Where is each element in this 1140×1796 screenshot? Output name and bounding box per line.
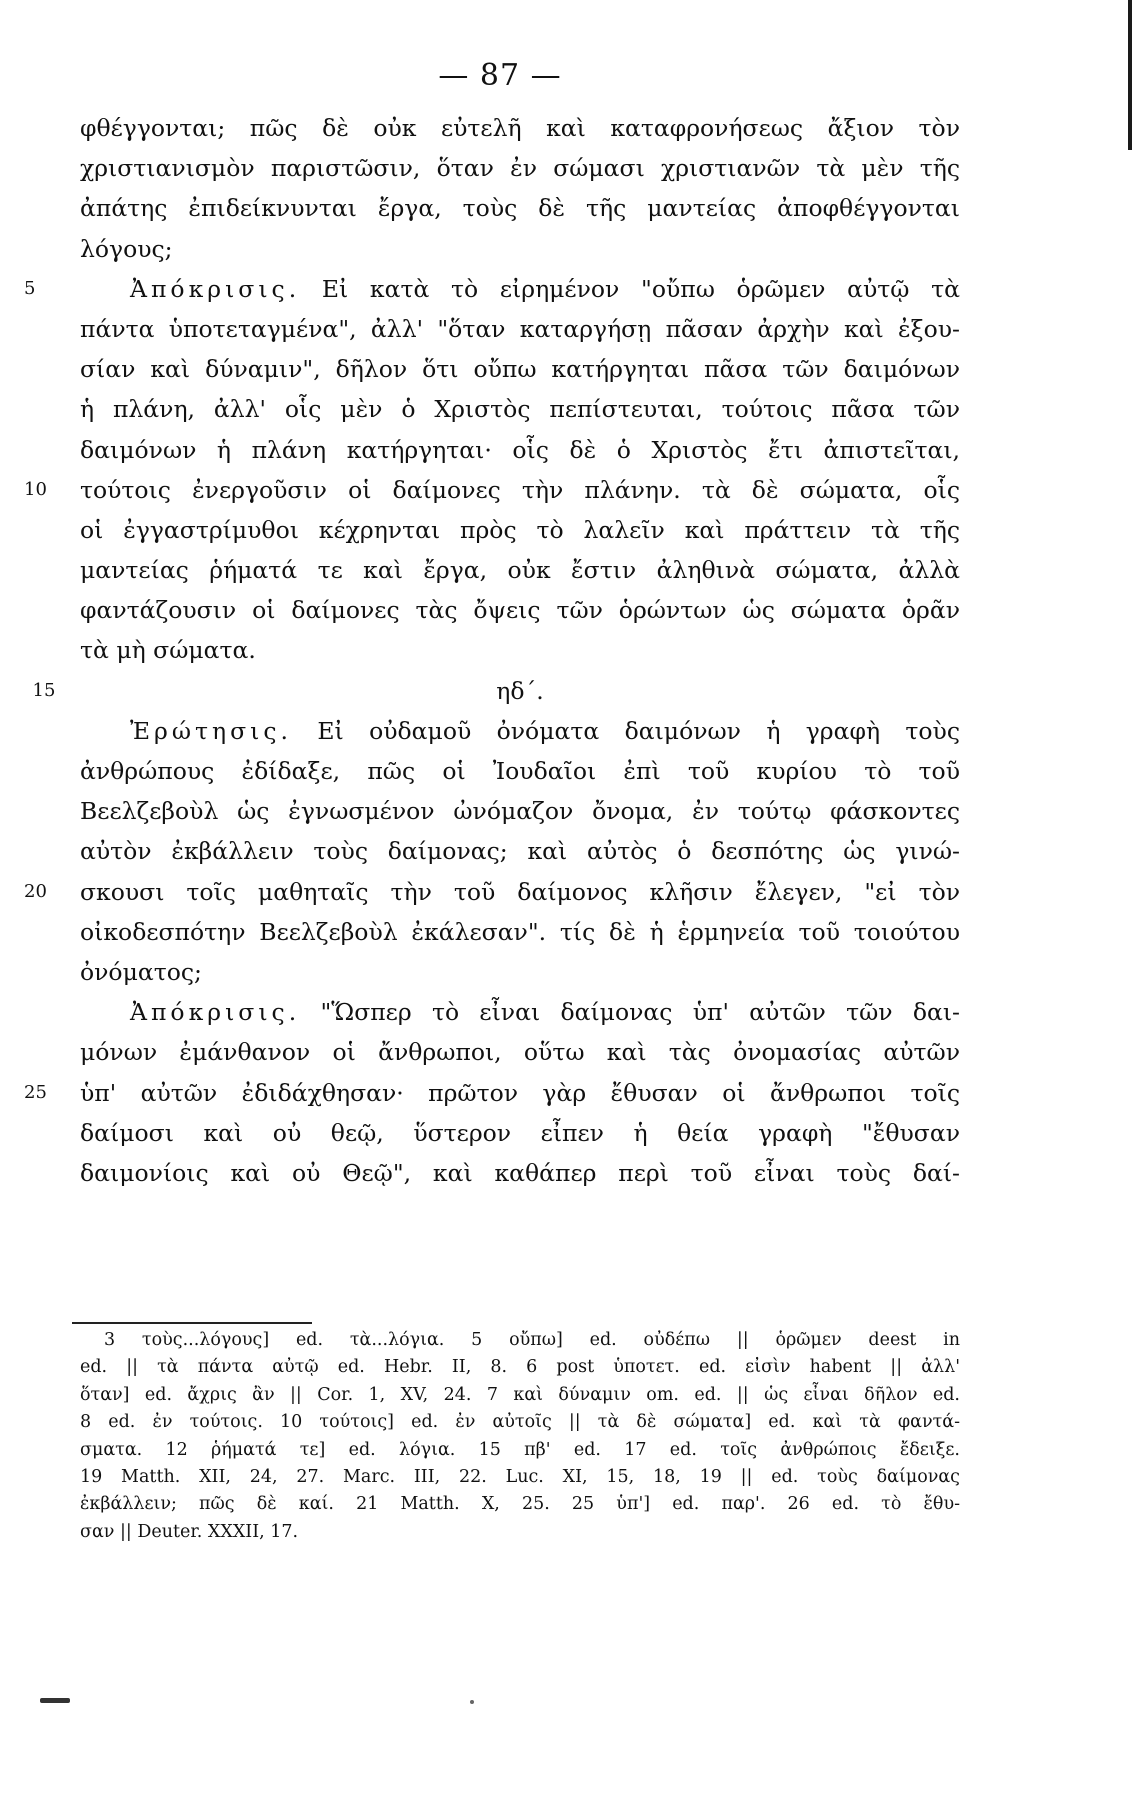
text-line <box>80 1032 960 1072</box>
line-text: φθέγγονται; πῶς δὲ οὐκ εὐτελῆ καὶ καταφρονήσεως ἄξιον τὸν <box>80 114 960 142</box>
text-line <box>80 550 960 590</box>
line-text: σίαν καὶ δύναμιν", δῆλον ὅτι οὔπω κατήργηται πᾶσα τῶν δαιμόνων <box>80 355 960 384</box>
footnote-line: σαν || Deuter. XXXII, 17. <box>80 1521 299 1542</box>
section-number: ηδ΄. <box>496 676 544 705</box>
line-text: τὰ μὴ σώματα. <box>80 636 256 665</box>
line-text: φαντάζουσιν οἱ δαίμονες τὰς ὄψεις τῶν ὁρώντων ὡς σώματα ὁρᾶν <box>80 596 960 625</box>
text-line <box>80 912 960 952</box>
line-text: τούτοις ἐνεργοῦσιν οἱ δαίμονες τὴν πλάνην. τὰ δὲ σώματα, οἷς <box>80 475 960 504</box>
line-text: λόγους; <box>80 234 173 263</box>
main-text <box>24 108 960 1193</box>
text-line <box>80 992 960 1032</box>
text-line <box>24 470 960 510</box>
page-number: — 87 — <box>438 58 562 93</box>
text-line <box>32 671 960 711</box>
footnote-line: 8 ed. ἐν τούτοις. 10 τούτοις] ed. ἐν αὐτοῖς || τὰ δὲ σώματα] ed. καὶ τὰ φαντά- <box>80 1412 960 1433</box>
line-text: Βεελζεβοὺλ ὡς ἐγνωσμένον ὠνόμαζον ὄνομα, ἐν τούτῳ φάσκοντες <box>80 797 960 826</box>
text-line <box>80 349 960 389</box>
scan-dot <box>470 1700 474 1704</box>
line-text: σκουσι τοῖς μαθηταῖς τὴν τοῦ δαίμονος κλῆσιν ἔλεγεν, "εἰ τὸν <box>80 877 960 906</box>
text-line <box>24 872 960 912</box>
footnote-rule <box>72 1322 312 1324</box>
line-text: Εἰ οὐδαμοῦ ὀνόματα δαιμόνων ἡ γραφὴ τοὺς <box>292 716 960 745</box>
text-line <box>80 751 960 791</box>
answer-heading: Ἀπόκρισις. <box>130 998 301 1027</box>
line-text: δαίμοσι καὶ οὐ θεῷ, ὕστερον εἶπεν ἡ θεία γραφὴ "ἔθυσαν <box>80 1118 960 1147</box>
text-line <box>80 711 960 751</box>
line-text: μαντείας ῥήματά τε καὶ ἔργα, οὐκ ἔστιν ἀληθινὰ σώματα, ἀλλὰ <box>80 556 960 585</box>
text-line <box>80 188 960 228</box>
text-line <box>80 630 960 670</box>
line-number: 15 <box>32 679 56 701</box>
line-number: 25 <box>24 1081 47 1103</box>
text-line <box>80 108 960 148</box>
text-line <box>80 1153 960 1193</box>
scan-mark <box>40 1698 70 1703</box>
footnote-line: 3 τοὺς...λόγους] ed. τὰ...λόγια. 5 οὔπω] ed. οὐδέπω || ὁρῶμεν deest in <box>104 1330 960 1350</box>
text-line <box>24 269 960 309</box>
line-text: ὀνόματος; <box>80 957 202 986</box>
line-number: 20 <box>24 880 47 902</box>
question-heading: Ἐρώτησις. <box>130 716 292 745</box>
line-text: οἱ ἐγγαστρίμυθοι κέχρηνται πρὸς τὸ λαλεῖν καὶ πράττειν τὰ τῆς <box>80 515 960 544</box>
text-line <box>80 1113 960 1153</box>
footnotes <box>80 1327 960 1546</box>
text-line <box>24 1073 960 1113</box>
footnote-line: ἐκβάλλειν; πῶς δὲ καί. 21 Matth. X, 25. 25 ὑπ'] ed. παρ'. 26 ed. τὸ ἔθυ- <box>80 1494 960 1515</box>
footnote-line: 19 Matth. XII, 24, 27. Marc. III, 22. Luc. XI, 15, 18, 19 || ed. τοὺς δαίμονας <box>80 1467 960 1488</box>
answer-heading: Ἀπόκρισις. <box>130 274 301 303</box>
line-text: αὐτὸν ἐκβάλλειν τοὺς δαίμονας; καὶ αὐτὸς ὁ δεσπότης ὡς γινώ- <box>80 837 960 866</box>
line-text: ὑπ' αὐτῶν ἐδιδάχθησαν· πρῶτον γὰρ ἔθυσαν οἱ ἄνθρωποι τοῖς <box>80 1078 960 1107</box>
footnote-line: σματα. 12 ῥήματά τε] ed. λόγια. 15 πβ' ed. 17 ed. τοῖς ἀνθρώποις ἔδειξε. <box>80 1439 960 1460</box>
text-line <box>80 309 960 349</box>
line-text: οἰκοδεσπότην Βεελζεβοὺλ ἐκάλεσαν". τίς δὲ ἡ ἑρμηνεία τοῦ τοιούτου <box>80 917 960 946</box>
line-number: 10 <box>24 478 47 500</box>
text-line <box>80 791 960 831</box>
line-text: ἡ πλάνη, ἀλλ' οἷς μὲν ὁ Χριστὸς πεπίστευται, τούτοις πᾶσα τῶν <box>80 395 960 424</box>
line-text: Εἰ κατὰ τὸ εἰρημένον "οὔπω ὁρῶμεν αὐτῷ τὰ <box>300 274 960 303</box>
text-line <box>80 510 960 550</box>
text-line <box>80 952 960 992</box>
footnote-line: ὅταν] ed. ἄχρις ἂν || Cor. 1, XV, 24. 7 καὶ δύναμιν om. ed. || ὡς εἶναι δῆλον ed. <box>80 1384 960 1405</box>
line-text: μόνων ἐμάνθανον οἱ ἄνθρωποι, οὕτω καὶ τὰς ὀνομασίας αὐτῶν <box>80 1038 960 1067</box>
page-edge-bar <box>1128 0 1132 150</box>
line-text: δαιμόνων ἡ πλάνη κατήργηται· οἷς δὲ ὁ Χριστὸς ἔτι ἀπιστεῖται, <box>80 435 960 464</box>
text-line <box>80 389 960 429</box>
text-line <box>80 430 960 470</box>
text-line <box>80 590 960 630</box>
text-line <box>80 229 960 269</box>
line-text: δαιμονίοις καὶ οὐ Θεῷ", καὶ καθάπερ περὶ τοῦ εἶναι τοὺς δαί- <box>80 1158 960 1187</box>
footnote-line: ed. || τὰ πάντα αὐτῷ ed. Hebr. II, 8. 6 post ὑποτετ. ed. εἰσὶν habent || ἀλλ' <box>80 1357 960 1378</box>
line-text: "Ὥσπερ τὸ εἶναι δαίμονας ὑπ' αὐτῶν τῶν δαι- <box>300 998 960 1027</box>
line-text: χριστιανισμὸν παριστῶσιν, ὅταν ἐν σώμασι χριστιανῶν τὰ μὲν τῆς <box>80 154 960 183</box>
line-text: ἀπάτης ἐπιδείκνυνται ἔργα, τοὺς δὲ τῆς μαντείας ἀποφθέγγονται <box>80 194 960 223</box>
line-text: πάντα ὑποτεταγμένα", ἀλλ' "ὅταν καταργήσῃ πᾶσαν ἀρχὴν καὶ ἐξου- <box>80 314 960 343</box>
line-text: ἀνθρώπους ἐδίδαξε, πῶς οἱ Ἰουδαῖοι ἐπὶ τοῦ κυρίου τὸ τοῦ <box>80 757 960 785</box>
line-number: 5 <box>24 277 36 299</box>
text-line <box>80 148 960 188</box>
text-line <box>80 831 960 871</box>
